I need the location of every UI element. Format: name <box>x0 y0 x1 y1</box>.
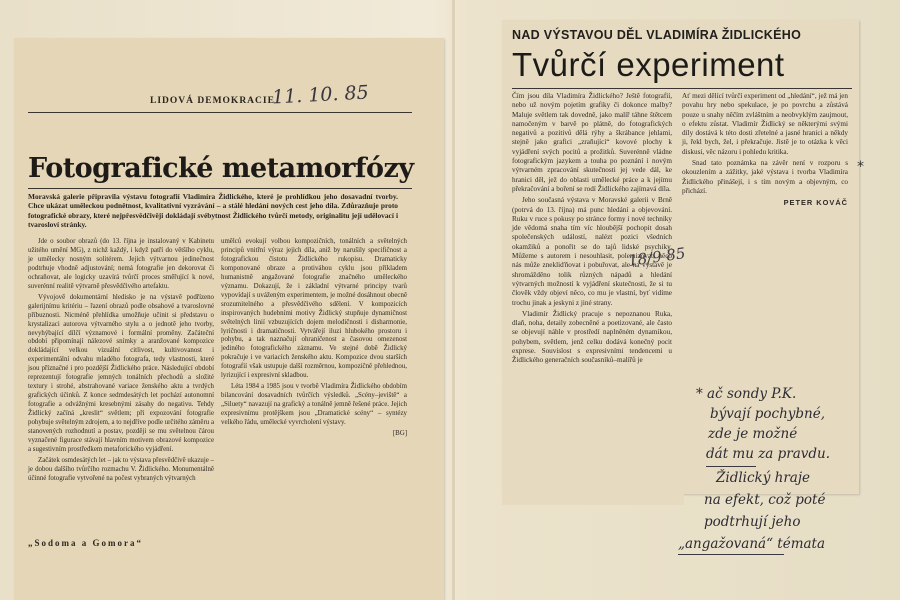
right-newspaper-clipping <box>502 20 859 494</box>
column-paragraph: Snad tato poznámka na závěr není v rozporu s okouzlením a zážitky, jaké výstava i tvorba Vladimíra Židlického přinášejí, i s tím novým a objevným, co přichází. <box>682 159 848 195</box>
handwritten-date: 11. 10. 85 <box>271 81 370 109</box>
margin-asterisk: * <box>857 159 864 175</box>
cut-off-subheading: „Sodoma a Gomora“ <box>28 538 143 548</box>
note-underline <box>706 466 756 467</box>
article-column-1 <box>512 92 672 366</box>
note-line: „angažovaná“ témata <box>678 536 826 552</box>
column-paragraph: Čím jsou díla Vladimíra Židlického? Ještě fotografií, nebo už novým pojetím grafiky či dokonce malby? Maluje světlem tak dovedně, jako malíř táhne štětcem namočeným v barvě po plátně, do fotografických negativů a pozitivů dělá rýhy a škrábance jehlami, stejně jako grafici „zraňující“ kovové plochy k vyjádření svých pocitů a prožitků. Suverénně vládne fotografickým jazykem a touha po poznání i novým výtvarném zpracování skutečnosti jej vede dál, ke hranici děl, jež do oblasti umělecké práce a k jejímu překračování a boření se rodí Židlického zajímavá díla. <box>512 92 672 193</box>
column-paragraph: Jde o soubor obrazů (do 13. října je instalovaný v Kabinetu užitého umění MG), z nichž každý, i když patří do většího cyklu, je umělecky nosným solitérem. Jejich výtvarnou jedinečnost podtrhuje vhodně adjustování; nemá fotografie jen dekorovat či ochraňovat, ale logicky uzavírá tvůrčí proces směřující k nové, suverénní realitě výtvarně přesvědčivého artefaktu. <box>28 238 214 290</box>
author-byline: PETER KOVÁČ <box>783 198 848 208</box>
headline: Tvůrčí experiment <box>512 46 785 83</box>
note-line: zde je možné <box>708 426 798 442</box>
article-column-2 <box>682 92 848 208</box>
note-line: * ač sondy P.K. <box>696 386 797 402</box>
note-line: Židlický hraje <box>716 470 811 486</box>
handwritten-date: 18/9 85 <box>627 244 687 270</box>
column-paragraph: Ať mezi dělící tvůrčí experiment od „hledání“, jež má jen povahu hry nebo spekulace, je po povrchu a zůstává pouze u snahy něčím zvláštním a neobvyklým zaujmout, o efektu zůstat. Vladimír Židlický se některými svými díly dostává k této dosti zřetelné a jasné hranici a někdy ji, řekl bych, žel, i překračuje. Jistě je to otázka k věci diskusi, věc názoru i pohledu kritika. <box>682 92 848 156</box>
column-paragraph: Jeho současná výstava v Moravské galerii v Brně (potrvá do 13. října) má punc hledání a objevování. Ruku v ruce s pokusy po stránce formy i nové techniky jde vědomá snaha tím víc hloubější pochopit dosah společenských událostí, nalézt pozici všedních okamžiků a ponořit se do tajů lidské psychiky. Můžeme s autorem i nesouhlasit, polemizovat, něco nás může znekliďňovat i pobuřovat, ale na výstavě je shromážděno tolik různých nápadů a hledání výtvarných možností k vyjádření skutečnosti, že si tu člověk vždy objeví něco, co mu je vlastní, byť vidíme trochu jinak a jeskyni z jiné strany. <box>512 196 672 307</box>
column-paragraph: Začátek osmdesátých let – jak to výstava přesvědčivě ukazuje – je dobou dalšího tvůrčího rozmachu V. Židlického. Monumentálně účinné fotografie vytvořené na počest vybraných výtvarných <box>28 456 214 482</box>
lead-paragraph: Moravská galerie připravila výstavu fotografií Vladimíra Židlického, které je prohlídkou jeho dosavadní tvorby. Chce ukázat uměleckou podnětnost, kvalitativní vyzrávání – a stálé hledání nových cest jeho díla. Zdůrazňuje proto fotografické obrazy, které nejpřesvědčivěji dokládají svébytnost Židlického tvůrčí metody, originalitu její udělovací i tvarosloví stránky. <box>28 192 398 230</box>
note-line: bývají pochybné, <box>710 406 826 422</box>
masthead-rule <box>28 112 412 113</box>
kicker: NAD VÝSTAVOU DĚL VLADIMÍRA ŽIDLICKÉHO <box>512 28 802 42</box>
column-paragraph: Vývojově dokumentární hledisko je na výstavě podřízeno galerijnímu kritériu – řazení obrazů podle obsahové a tvaroslovné příbuznosti. Nicméně přehlídka umožňuje učinit si představu o krystalizaci autorova výtvarného stylu a o jednotě jeho tvorby, nevyhýbající dílčí významové i formální proměny. Začáteční období připomínají nálezové snímky a aranžované kompozice dokládající velkou vizuální citlivost, kultivovanost i experimentální odvahu mladého fotografa, tedy vlastnosti, které jsou příznačné i pro pozdější Židlického práce. Následující období reprezentují fotografie jemných tonálních přechodů a složité textury i strohé, abstrahované variace ženského aktu a tvrdých grafických účinků. Z konce sedmdesátých let pochází autonomní fotografie a odvážnými kresebnými zásahy do negativu. Tehdy Židlický začíná „kreslit“ světlem; při expozování fotografie pohybuje světelným zdrojem, a to nejdříve podle určitého záměru a stanovených rozhodnutí a postav, později se mu světelnou čárou vyznačené figurace stávají hlavním motivem obrazové kompozice a sugestivním prostředkem metaforického vyjádření. <box>28 293 214 453</box>
article-column-1 <box>28 238 214 484</box>
clipping-tail <box>502 490 684 505</box>
note-line: dát mu za pravdu. <box>706 446 831 462</box>
note-underline <box>678 554 784 555</box>
note-line: podtrhují jeho <box>704 514 801 530</box>
column-paragraph: umělců evokují volbou kompozičních, tonálních a světelných principů vnitřní výraz jejich díla, aniž by narušily specifičnost a fotografickou čistotu Židlického rukopisu. Dramaticky komponované obraze a protiváhou cyklu jsou příkladem humanistně angažované fotografie značného uměleckého významu. Dokazují, že i základní výtvarné principy tvarů vypovídají s uváženým experimentem, je možné dosáhnout obecně srozumitelného a přesvědčivého sdělení. V kompozicích inspirovaných hudebními motivy Židlický stupňuje dynamičnost světelných linií vzbuzujících dojem melodičnosti i disharmonie, lyričnosti i dramatičnosti. Vytvářejí iluzi hlubokého prostoru i pohybu, a tak naznačují ohraničenost a časovou omezenost jediného fotografického záznamu. Ve stejné době Židlický pokračuje i ve variacích ženského aktu. Kompozice dvou starších fotografií však ustupuje další rozměrnou, kompozičně přehlednou, lyrizující i expresivní skladbou. <box>221 238 407 380</box>
headline-rule <box>28 188 412 189</box>
column-paragraph: Léta 1984 a 1985 jsou v tvorbě Vladimíra Židlického obdobím bilancování dosavadních tvůrčích výsledků. „Scény–jeviště“ a „Siluety“ navazují na grafický a tonálně jemně řešené práce. Jejich expresivnímu protějškem jsou „Dramatické scény“ – syntézy velkého řádu, umělecké vyvrcholení výstavy. <box>221 383 407 427</box>
article-column-2 <box>221 238 407 439</box>
masthead: LIDOVÁ DEMOKRACIE <box>150 96 275 106</box>
note-line: na efekt, což poté <box>704 492 826 508</box>
headline-rule <box>512 88 852 89</box>
column-paragraph: Vladimír Židlický pracuje s nepoznanou Ruka, dlaň, noha, detaily zobecněné a poetizované, ale často se objevují náhle v prostředí naplněném dynamikou, pohybem, světlem, jenž celku dodává konečný pocit exprese. Souvislost s expresivními tendencemi u Židlického generačních současníků–malířů je <box>512 309 672 365</box>
headline: Fotografické metamorfózy <box>28 153 414 184</box>
author-tag: [BG] <box>392 430 407 438</box>
